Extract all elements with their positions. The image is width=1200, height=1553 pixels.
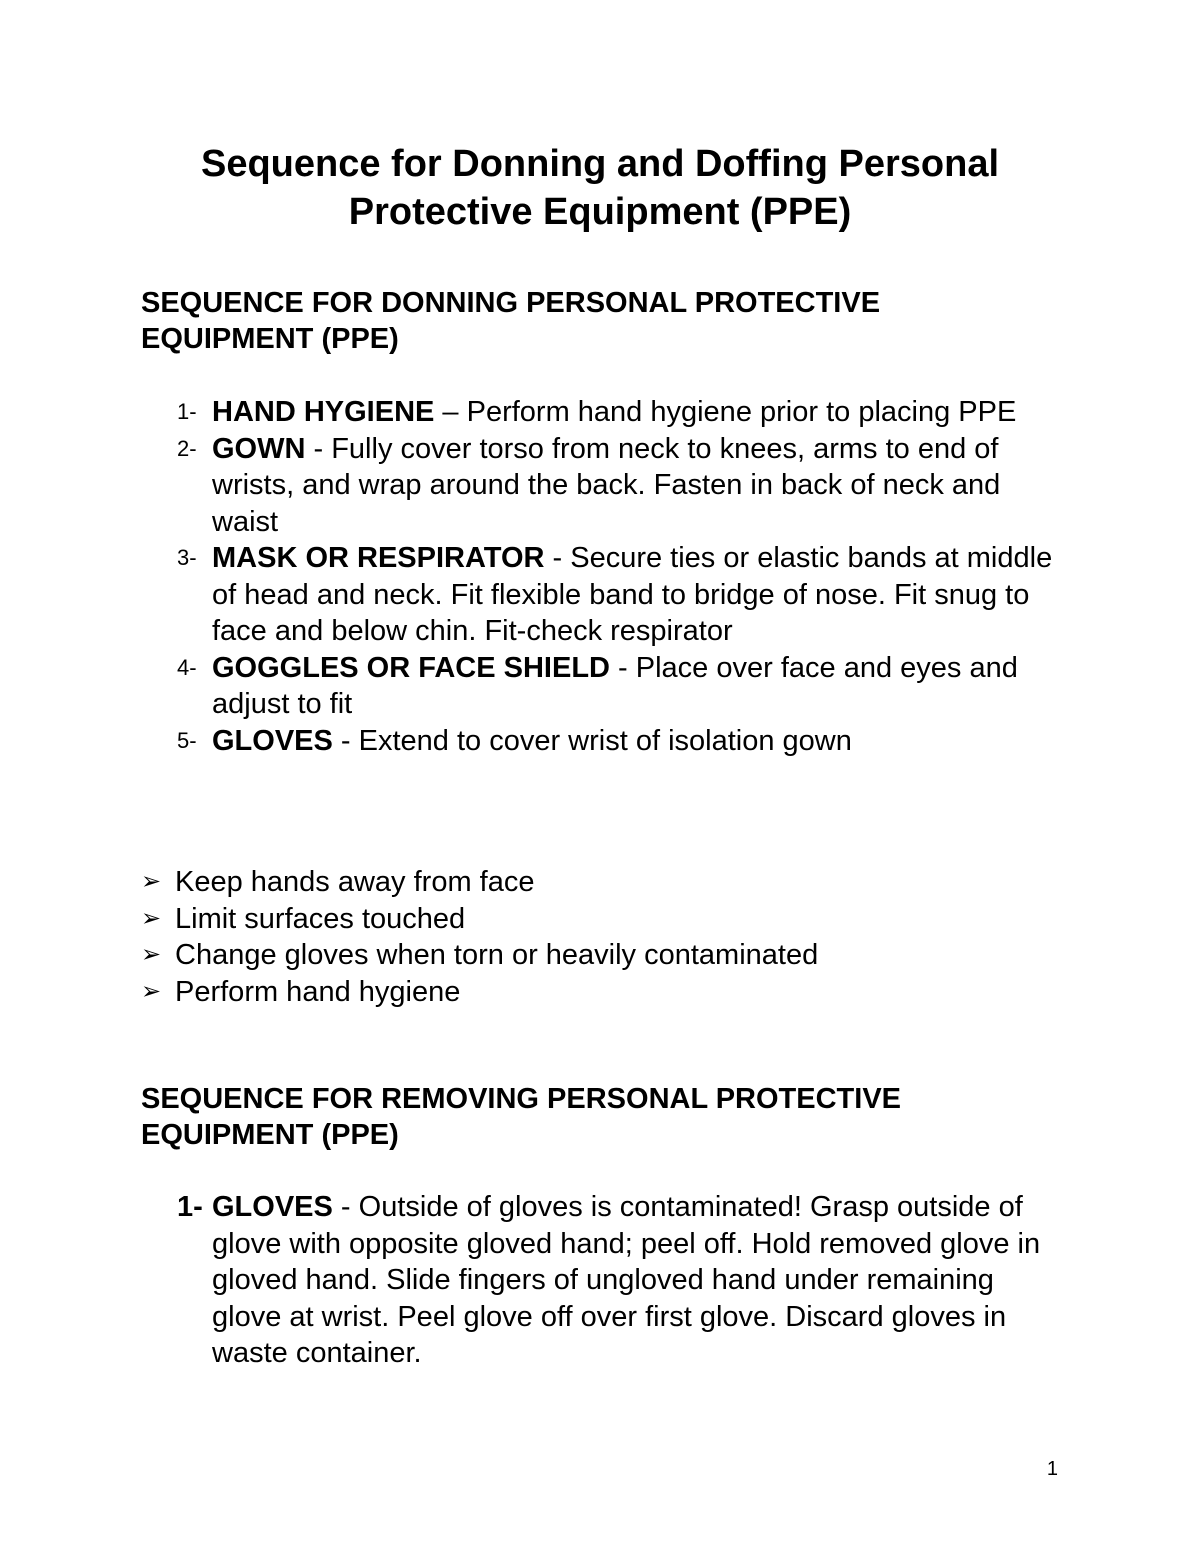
step-number: 3- (177, 545, 197, 570)
donning-heading-line-1: SEQUENCE FOR DONNING PERSONAL PROTECTIVE (141, 287, 881, 319)
step-label: HAND HYGIENE (212, 396, 435, 428)
step-label: GLOVES (212, 724, 333, 757)
donning-heading-line-2: EQUIPMENT (PPE) (141, 323, 399, 355)
step-text: - Outside of gloves is contaminated! Grasp outside of glove with opposite gloved hand; peel off. Hold removed glove in gloved hand. Slide fingers of ungloved hand under remaining glove at wrist. Peel glove off over first glove. Discard gloves in waste container. (212, 1191, 1041, 1369)
list-item-text: Keep hands away from face (175, 866, 535, 898)
list-item-text: Limit surfaces touched (175, 902, 466, 935)
arrow-bullet-icon: ➢ (141, 904, 162, 932)
arrow-bullet-icon: ➢ (141, 868, 162, 895)
title-line-1: Sequence for Donning and Doffing Personal (200, 143, 1000, 185)
list-item-text: Change gloves when torn or heavily contaminated (175, 939, 819, 971)
list-item (141, 974, 1041, 1011)
donning-steps (0, 394, 1200, 759)
step-label: GLOVES (212, 1191, 333, 1223)
step-text: – Perform hand hygiene prior to placing PPE (434, 396, 1017, 428)
step-text: - Place over face and eyes and adjust to fit (212, 651, 1018, 720)
step-label: MASK OR RESPIRATOR (212, 542, 545, 574)
removing-steps (0, 1189, 1200, 1372)
removing-heading-line-1: SEQUENCE FOR REMOVING PERSONAL PROTECTIVE (141, 1083, 902, 1115)
arrow-bullet-icon: ➢ (141, 941, 162, 968)
list-item (141, 937, 1041, 974)
removing-heading-line-2: EQUIPMENT (PPE) (141, 1119, 399, 1151)
list-item (141, 901, 1041, 938)
donning-heading (141, 285, 1041, 357)
arrow-bullet-icon: ➢ (141, 977, 162, 1005)
removing-step (0, 1189, 1062, 1372)
step-number: 4- (177, 654, 197, 680)
removing-heading (141, 1081, 1041, 1153)
donning-step (0, 540, 1062, 650)
donning-step (0, 650, 1062, 723)
step-label: GOWN (212, 432, 306, 465)
donning-step (0, 431, 1062, 541)
step-number: 1- (177, 399, 197, 424)
step-text: - Extend to cover wrist of isolation gown (332, 724, 852, 757)
step-number: 5- (177, 727, 197, 753)
step-text: - Secure ties or elastic bands at middle of head and neck. Fit flexible band to bridge of nose. Fit snug to face and below chin. Fit-check respirator (212, 542, 1053, 647)
document-title (0, 140, 1200, 236)
step-number: 2- (177, 435, 197, 461)
list-item (141, 864, 1041, 901)
list-item-text: Perform hand hygiene (175, 975, 461, 1008)
page-number: 1 (1046, 1458, 1058, 1480)
donning-step (0, 394, 1062, 431)
step-number: 1- (177, 1191, 203, 1223)
donning-reminders (141, 864, 1041, 1010)
title-line-2: Protective Equipment (PPE) (348, 191, 852, 233)
donning-step (0, 723, 1062, 760)
step-text: - Fully cover torso from neck to knees, arms to end of wrists, and wrap around the back. Fasten in back of neck and waist (212, 432, 1001, 538)
step-label: GOGGLES OR FACE SHIELD (212, 651, 610, 684)
